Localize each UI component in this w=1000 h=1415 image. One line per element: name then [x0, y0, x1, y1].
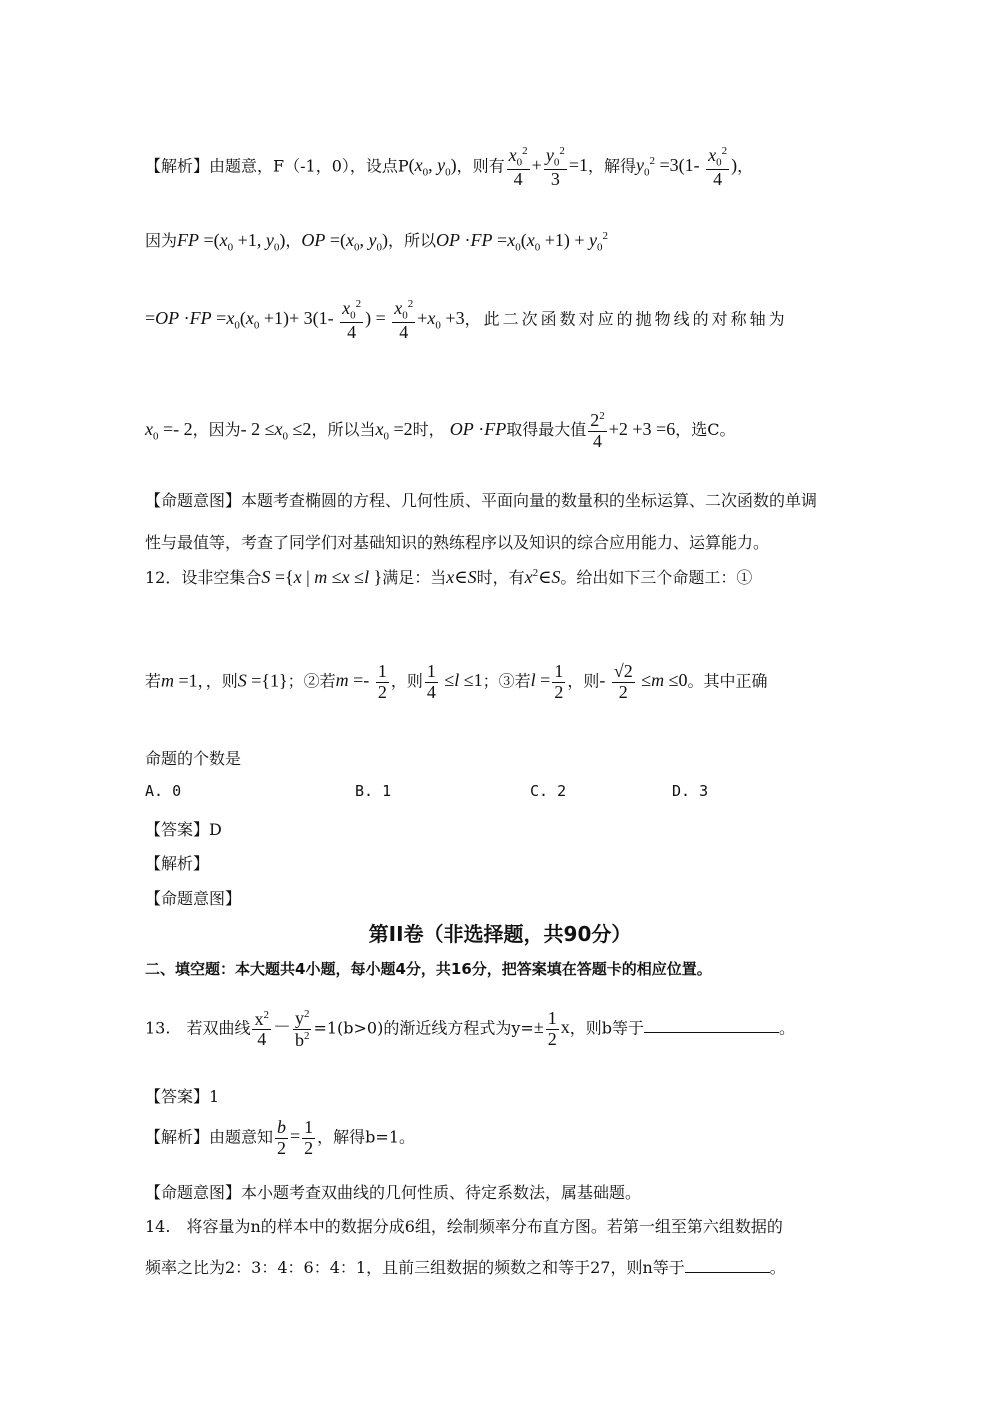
q12-text: ，则: [390, 671, 423, 691]
option-c: C. 2: [530, 782, 567, 800]
answer-blank: [685, 1272, 770, 1273]
intent-line-1: 【命题意图】本题考查椭圆的方程、几何性质、平面向量的数量积的坐标运算、二次函数的单调: [145, 491, 818, 510]
math-s-eq-1: S ={1}: [237, 670, 288, 691]
q14-text: 。: [769, 1258, 786, 1277]
analysis-text: ，因为: [192, 419, 241, 439]
q14-line-2: [145, 1255, 786, 1278]
intent-line-2: 性与最值等，考查了同学们对基础知识的熟练程序以及知识的综合应用能力、运算能力。: [145, 533, 770, 552]
q12-text: 若: [145, 671, 162, 691]
q12-answer: 【答案】D: [145, 820, 222, 839]
q12-text: 时，有: [476, 568, 525, 587]
q12-text: ，则: [567, 671, 600, 691]
q12-intent: 【命题意图】: [145, 889, 242, 908]
analysis-text: 时，: [412, 419, 445, 439]
q14-line-1: 14. 将容量为n的样本中的数据分成6组，绘制频率分布直方图。若第一组至第六组数据的: [145, 1217, 783, 1236]
q13-text: 。: [778, 1018, 795, 1038]
math-asymptote: ± $\frac{1}{2}$ x: [533, 1008, 570, 1049]
math-m-eq-1: m =1: [161, 670, 198, 691]
math-dot-product-expanded: $=OP \cdot FP =x_0(x_0 +1)+ 3(1-$ $\frac{x_0^2}{4}$ ) = $\frac{x_0^2}{4}$ $+x_0 +3$: [145, 298, 465, 342]
q13-answer: 【答案】1: [145, 1087, 220, 1106]
analysis-text: 所以: [404, 231, 437, 250]
q12-line-3: 命题的个数是: [145, 749, 242, 768]
analysis-line-2: 因为FP $=(x_0 +1$, $y_0$)，OP $=(x_0$, $y_0$)，所以OP $\cdot FP =x_0(x_0 +1) + y_0^2$: [145, 230, 608, 254]
math-x0-value: $x_0 =2$: [375, 418, 413, 443]
math-hyperbola: $\frac{x^2}{4}$ － $\frac{y^2}{b^2}$: [254, 1008, 310, 1050]
analysis-text: ，则有: [456, 156, 505, 176]
math-y0-squared: $y_0^2 =3(1-$ $\frac{x_0^2}{4}$ ): [635, 145, 738, 189]
math-axis: $x_0 =- 2$: [145, 418, 193, 443]
math-fp-vector: FP $=(x_0 +1$, $y_0$): [177, 230, 286, 254]
math-x-in-s: x∈S: [446, 567, 477, 587]
math-set-s: S ={x | m ≤x ≤l }: [261, 567, 383, 587]
q12-analysis: 【解析】: [145, 854, 210, 873]
answer-blank: [644, 1032, 779, 1033]
q12-text: 满足：当: [382, 568, 447, 587]
section-title: 第II卷（非选择题，共90分）: [368, 922, 632, 946]
q12-text: ；②若: [287, 671, 336, 691]
q13-line: [145, 1008, 795, 1051]
analysis-line-4: [145, 410, 735, 452]
option-b: B. 1: [355, 782, 392, 800]
math-ellipse-eq: $\frac{x_0^2}{4}$ + $\frac{y_0^2}{3}$ =1: [508, 145, 588, 189]
q13-text: ，解得b=1。: [317, 1127, 416, 1147]
math-l-half: l = $\frac{1}{2}$: [530, 661, 564, 702]
q13-text: ，则b等于: [569, 1018, 644, 1038]
q12-line-1: [145, 565, 752, 588]
math-l-range: $\frac{1}{4}$ ≤l ≤1: [426, 661, 483, 702]
option-a: A. 0: [145, 782, 182, 800]
q14-text: 频率之比为2：3：4：6：4：1，且前三组数据的频数之和等于27，则n等于: [145, 1258, 685, 1277]
q12-line-2: 若m =1，，则S ={1}；②若m =- $\frac{1}{2}$ ，则 $\frac{1}{4}$ ≤l ≤1；③若l = $\frac{1}{2}$ ，则- $\frac{√2}{2}$ ≤m ≤0。其中正确: [145, 661, 768, 702]
math-op-vector: OP $=(x_0$, $y_0$): [301, 230, 388, 254]
math-dot-product: OP $\cdot FP =x_0(x_0 +1) + y_0^2$: [436, 230, 608, 254]
q13-text: =1(b>0)的渐近线方程式为y=: [313, 1018, 534, 1038]
analysis-line-3: [145, 298, 788, 342]
option-d: D. 3: [672, 782, 709, 800]
math-range: - $2 \le x_0 \le 2$: [240, 418, 312, 443]
q12-text: ，则: [205, 671, 238, 691]
math-op-fp: OP ·FP: [449, 418, 507, 439]
q13-analysis: [145, 1118, 415, 1159]
analysis-text: 因为: [145, 231, 178, 250]
math-x2-in-s: $x^2\in S$: [524, 567, 561, 587]
math-b-over-2: $\frac{b}{2}$ = $\frac{1}{2}$: [277, 1117, 314, 1158]
q13-intent: 【命题意图】本小题考查双曲线的几何性质、待定系数法，属基础题。: [145, 1183, 642, 1202]
analysis-text: 【解析】由题意，F（-1，0），设点P: [145, 156, 409, 176]
q12-text: 12．设非空集合: [145, 568, 262, 587]
analysis-line-1: 【解析】由题意，F（-1，0），设点$P(x_0$, $y_0$)，则有 $\frac{x_0^2}{4}$ + $\frac{y_0^2}{3}$ =1，解得$y_0^2 =3(1-$ $\frac{x_0^2}{4}$ )，: [145, 145, 754, 189]
math-m-range: - $\frac{√2}{2}$ ≤m ≤0: [599, 661, 688, 702]
analysis-text: ，所以当: [311, 419, 376, 439]
analysis-text: ，选C。: [675, 419, 736, 439]
q13-text: 【解析】由题意知: [145, 1127, 274, 1147]
q12-text: ；③若: [482, 671, 531, 691]
q12-text: 。其中正确: [687, 671, 768, 691]
math-max-value: $\frac{2^2}{4}$ +2 +3 =6: [590, 410, 676, 451]
q12-text: 。给出如下三个命题工：①: [560, 568, 753, 587]
math-m-neg-half: m =- $\frac{1}{2}$: [335, 661, 387, 702]
q13-text: 13. 若双曲线: [145, 1018, 251, 1038]
section-subtitle: 二、填空题：本大题共4小题，每小题4分，共16分，把答案填在答题卡的相应位置。: [145, 960, 712, 978]
analysis-text: ，此二次函数对应的抛物线的对称轴为: [464, 309, 788, 329]
math-point-p: ($x_0$, $y_0$): [408, 155, 457, 179]
analysis-text: ，解得: [587, 156, 636, 176]
analysis-text: 取得最大值: [506, 419, 587, 439]
